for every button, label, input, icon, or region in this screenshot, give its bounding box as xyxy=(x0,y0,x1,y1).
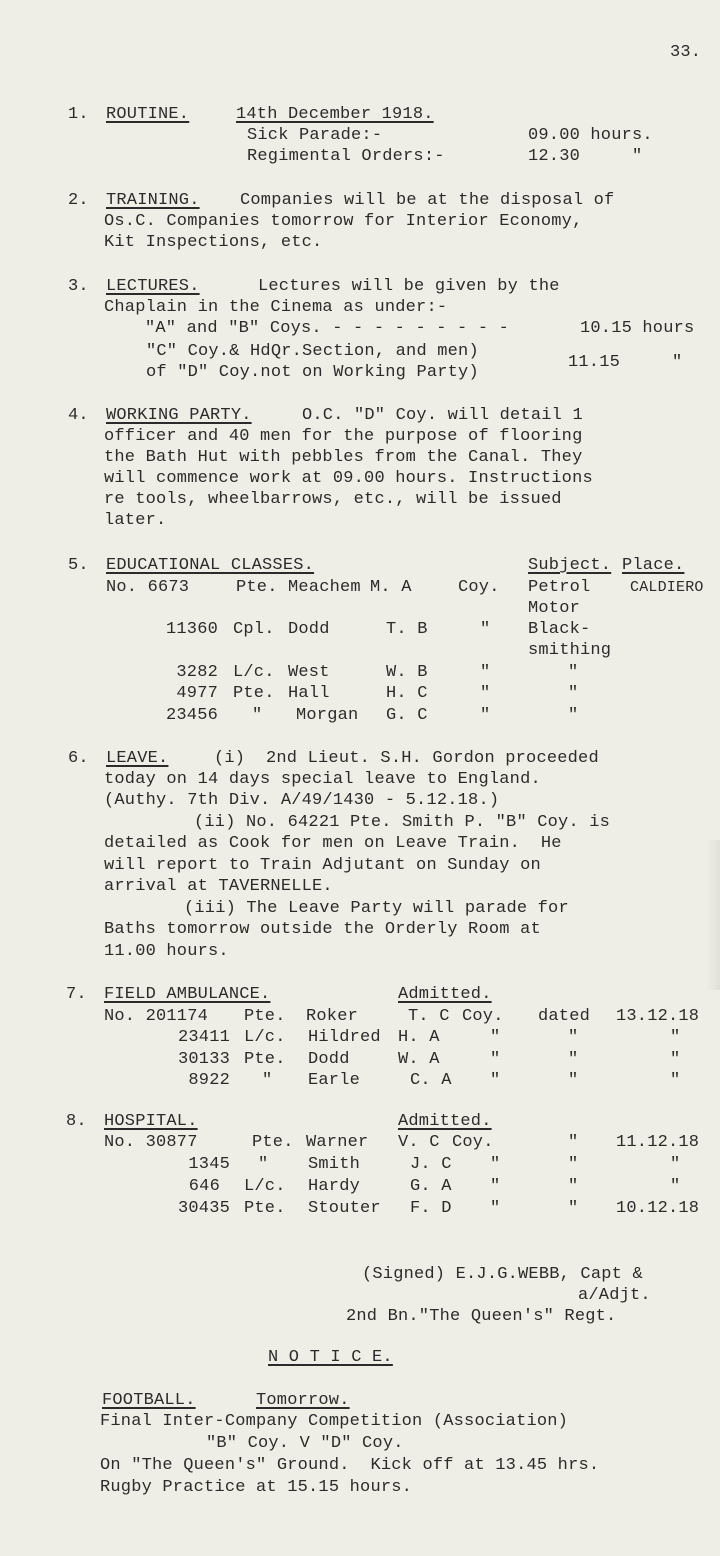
class-subject: " xyxy=(568,663,579,682)
page-edge-shadow xyxy=(706,840,720,990)
column-header-place: Place. xyxy=(622,556,685,575)
admission-dated: " xyxy=(568,1199,579,1218)
admission-dated: " xyxy=(568,1028,579,1047)
text-line: Lectures will be given by the xyxy=(258,277,560,296)
section-number: 8. xyxy=(66,1112,87,1131)
personnel-coy: " xyxy=(490,1071,501,1090)
column-header-subject: Subject. xyxy=(528,556,612,575)
text-line: (ii) No. 64221 Pte. Smith P. "B" Coy. is xyxy=(194,813,611,832)
personnel-coy: " xyxy=(480,620,491,639)
text-line: (i) 2nd Lieut. S.H. Gordon proceeded xyxy=(214,749,599,768)
personnel-coy: " xyxy=(490,1155,501,1174)
personnel-number: 23456 xyxy=(165,706,218,725)
personnel-rank: Pte. xyxy=(244,1050,286,1069)
personnel-initial-coy: V. C xyxy=(398,1133,440,1152)
personnel-number: No. 201174 xyxy=(104,1007,209,1026)
admission-date: 13.12.18 xyxy=(616,1007,700,1026)
text-line: officer and 40 men for the purpose of flooring xyxy=(104,427,583,446)
class-subject: " xyxy=(568,684,579,703)
routine-item-time: 09.00 hours. xyxy=(528,126,653,145)
personnel-coy: " xyxy=(480,684,491,703)
personnel-initial-coy: T. C xyxy=(408,1007,450,1026)
personnel-name: Dodd xyxy=(308,1050,350,1069)
personnel-number: 4977 xyxy=(176,684,218,703)
personnel-initial-coy: H. A xyxy=(398,1028,440,1047)
section-number: 6. xyxy=(68,749,89,768)
text-line: will commence work at 09.00 hours. Instructions xyxy=(104,469,593,488)
section-heading: WORKING PARTY. xyxy=(106,406,252,425)
admission-dated: " xyxy=(568,1050,579,1069)
text-line: "B" Coy. V "D" Coy. xyxy=(206,1434,404,1453)
text-line: today on 14 days special leave to England. xyxy=(104,770,541,789)
personnel-number: 30435 xyxy=(177,1199,230,1218)
personnel-number: 23411 xyxy=(177,1028,230,1047)
admission-dated: " xyxy=(568,1133,579,1152)
text-line: Final Inter-Company Competition (Association) xyxy=(100,1412,569,1431)
signature-line: 2nd Bn."The Queen's" Regt. xyxy=(346,1307,617,1326)
personnel-rank: Pte. xyxy=(236,578,278,597)
signature-line: (Signed) E.J.G.WEBB, Capt & xyxy=(362,1265,643,1284)
admission-date: " xyxy=(670,1177,681,1196)
section-heading: TRAINING. xyxy=(106,191,200,210)
admission-date: " xyxy=(670,1050,681,1069)
personnel-number: 11360 xyxy=(165,620,218,639)
personnel-name: Warner xyxy=(306,1133,369,1152)
admission-date: 11.12.18 xyxy=(616,1133,700,1152)
section-heading: HOSPITAL. xyxy=(104,1112,198,1131)
personnel-name: Smith xyxy=(308,1155,361,1174)
text-line: will report to Train Adjutant on Sunday on xyxy=(104,856,541,875)
text-line: Chaplain in the Cinema as under:- xyxy=(104,298,448,317)
personnel-rank: Pte. xyxy=(252,1133,294,1152)
text-line: (iii) The Leave Party will parade for xyxy=(184,899,569,918)
lecture-time: 10.15 hours xyxy=(580,319,695,338)
personnel-number: No. 30877 xyxy=(104,1133,198,1152)
text-line: On "The Queen's" Ground. Kick off at 13.45 hrs. xyxy=(100,1456,600,1475)
notice-heading: FOOTBALL. xyxy=(102,1391,196,1410)
personnel-name: Hildred xyxy=(308,1028,381,1047)
routine-item-label: Regimental Orders:- xyxy=(247,147,445,166)
personnel-coy: " xyxy=(490,1028,501,1047)
personnel-coy: " xyxy=(480,663,491,682)
text-line: O.C. "D" Coy. will detail 1 xyxy=(302,406,583,425)
personnel-rank: " xyxy=(252,706,263,725)
lecture-group: "C" Coy.& HdQr.Section, and men) xyxy=(146,342,479,361)
text-line: Companies will be at the disposal of xyxy=(240,191,615,210)
section-number: 1. xyxy=(68,105,89,124)
section-heading: LECTURES. xyxy=(106,277,200,296)
routine-item-label: Sick Parade:- xyxy=(247,126,383,145)
personnel-rank: L/c. xyxy=(244,1177,286,1196)
admission-date: 10.12.18 xyxy=(616,1199,700,1218)
column-header-admitted: Admitted. xyxy=(398,985,492,1004)
text-line: Rugby Practice at 15.15 hours. xyxy=(100,1478,413,1497)
personnel-rank: L/c. xyxy=(244,1028,286,1047)
personnel-coy: Coy. xyxy=(452,1133,494,1152)
personnel-initial-coy: H. C xyxy=(386,684,428,703)
section-number: 7. xyxy=(66,985,87,1004)
lecture-time: 11.15 " xyxy=(568,353,683,372)
lecture-group: of "D" Coy.not on Working Party) xyxy=(146,363,479,382)
personnel-rank: L/c. xyxy=(233,663,275,682)
personnel-name: Stouter xyxy=(308,1199,381,1218)
personnel-number: 30133 xyxy=(177,1050,230,1069)
text-line: Baths tomorrow outside the Orderly Room at xyxy=(104,920,541,939)
class-subject: Petrol xyxy=(528,578,591,597)
personnel-initial-coy: G. A xyxy=(410,1177,452,1196)
routine-date: 14th December 1918. xyxy=(236,105,434,124)
class-subject: smithing xyxy=(528,641,612,660)
admission-date: " xyxy=(670,1028,681,1047)
text-line: Os.C. Companies tomorrow for Interior Economy, xyxy=(104,212,583,231)
text-line: arrival at TAVERNELLE. xyxy=(104,877,333,896)
admission-dated: " xyxy=(568,1155,579,1174)
personnel-initial-coy: M. A xyxy=(370,578,412,597)
personnel-rank: Pte. xyxy=(244,1007,286,1026)
personnel-number: 8922 xyxy=(188,1071,230,1090)
section-heading: EDUCATIONAL CLASSES. xyxy=(106,556,315,575)
personnel-initial-coy: W. B xyxy=(386,663,428,682)
personnel-name: West xyxy=(288,663,330,682)
admission-dated: " xyxy=(568,1177,579,1196)
text-line: re tools, wheelbarrows, etc., will be issued xyxy=(104,490,562,509)
personnel-initial-coy: W. A xyxy=(398,1050,440,1069)
text-line: detailed as Cook for men on Leave Train. He xyxy=(104,834,562,853)
personnel-number: 3282 xyxy=(176,663,218,682)
page-number: 33. xyxy=(670,43,702,62)
personnel-name: Dodd xyxy=(288,620,330,639)
personnel-initial-coy: J. C xyxy=(410,1155,452,1174)
text-line: Kit Inspections, etc. xyxy=(104,233,323,252)
personnel-number: No. 6673 xyxy=(106,578,190,597)
personnel-name: Hall xyxy=(288,684,330,703)
personnel-rank: " xyxy=(258,1155,269,1174)
class-subject: " xyxy=(568,706,579,725)
personnel-coy: " xyxy=(490,1050,501,1069)
section-heading: LEAVE. xyxy=(106,749,169,768)
personnel-name: Meachem xyxy=(288,578,361,597)
personnel-name: Hardy xyxy=(308,1177,361,1196)
personnel-name: Earle xyxy=(308,1071,361,1090)
section-heading: ROUTINE. xyxy=(106,105,190,124)
section-heading: FIELD AMBULANCE. xyxy=(104,985,271,1004)
personnel-coy: " xyxy=(490,1177,501,1196)
section-number: 4. xyxy=(68,406,89,425)
personnel-coy: " xyxy=(490,1199,501,1218)
personnel-name: Roker xyxy=(306,1007,359,1026)
lecture-group: "A" and "B" Coys. - - - - - - - - - xyxy=(145,319,510,338)
class-subject: Black- xyxy=(528,620,591,639)
personnel-coy: Coy. xyxy=(462,1007,504,1026)
personnel-initial-coy: G. C xyxy=(386,706,428,725)
text-line: the Bath Hut with pebbles from the Canal. They xyxy=(104,448,583,467)
personnel-initial-coy: C. A xyxy=(410,1071,452,1090)
routine-item-time: 12.30 " xyxy=(528,147,643,166)
personnel-coy: " xyxy=(480,706,491,725)
class-place: CALDIERO xyxy=(630,579,704,596)
admission-dated: dated xyxy=(538,1007,591,1026)
admission-date: " xyxy=(670,1071,681,1090)
signature-line: a/Adjt. xyxy=(578,1286,651,1305)
class-subject: Motor xyxy=(528,599,581,618)
personnel-initial-coy: T. B xyxy=(386,620,428,639)
section-number: 5. xyxy=(68,556,89,575)
notice-title: N O T I C E. xyxy=(268,1348,393,1367)
personnel-rank: " xyxy=(262,1071,273,1090)
admission-date: " xyxy=(670,1155,681,1174)
personnel-number: 646 xyxy=(188,1177,220,1196)
text-line: (Authy. 7th Div. A/49/1430 - 5.12.18.) xyxy=(104,791,500,810)
personnel-initial-coy: F. D xyxy=(410,1199,452,1218)
text-line: later. xyxy=(104,511,167,530)
section-number: 3. xyxy=(68,277,89,296)
personnel-name: Morgan xyxy=(296,706,359,725)
personnel-rank: Cpl. xyxy=(233,620,275,639)
personnel-number: 1345 xyxy=(188,1155,230,1174)
admission-dated: " xyxy=(568,1071,579,1090)
personnel-rank: Pte. xyxy=(244,1199,286,1218)
personnel-rank: Pte. xyxy=(233,684,275,703)
section-number: 2. xyxy=(68,191,89,210)
column-header-admitted: Admitted. xyxy=(398,1112,492,1131)
notice-subheading: Tomorrow. xyxy=(256,1391,350,1410)
personnel-coy: Coy. xyxy=(458,578,500,597)
text-line: 11.00 hours. xyxy=(104,942,229,961)
